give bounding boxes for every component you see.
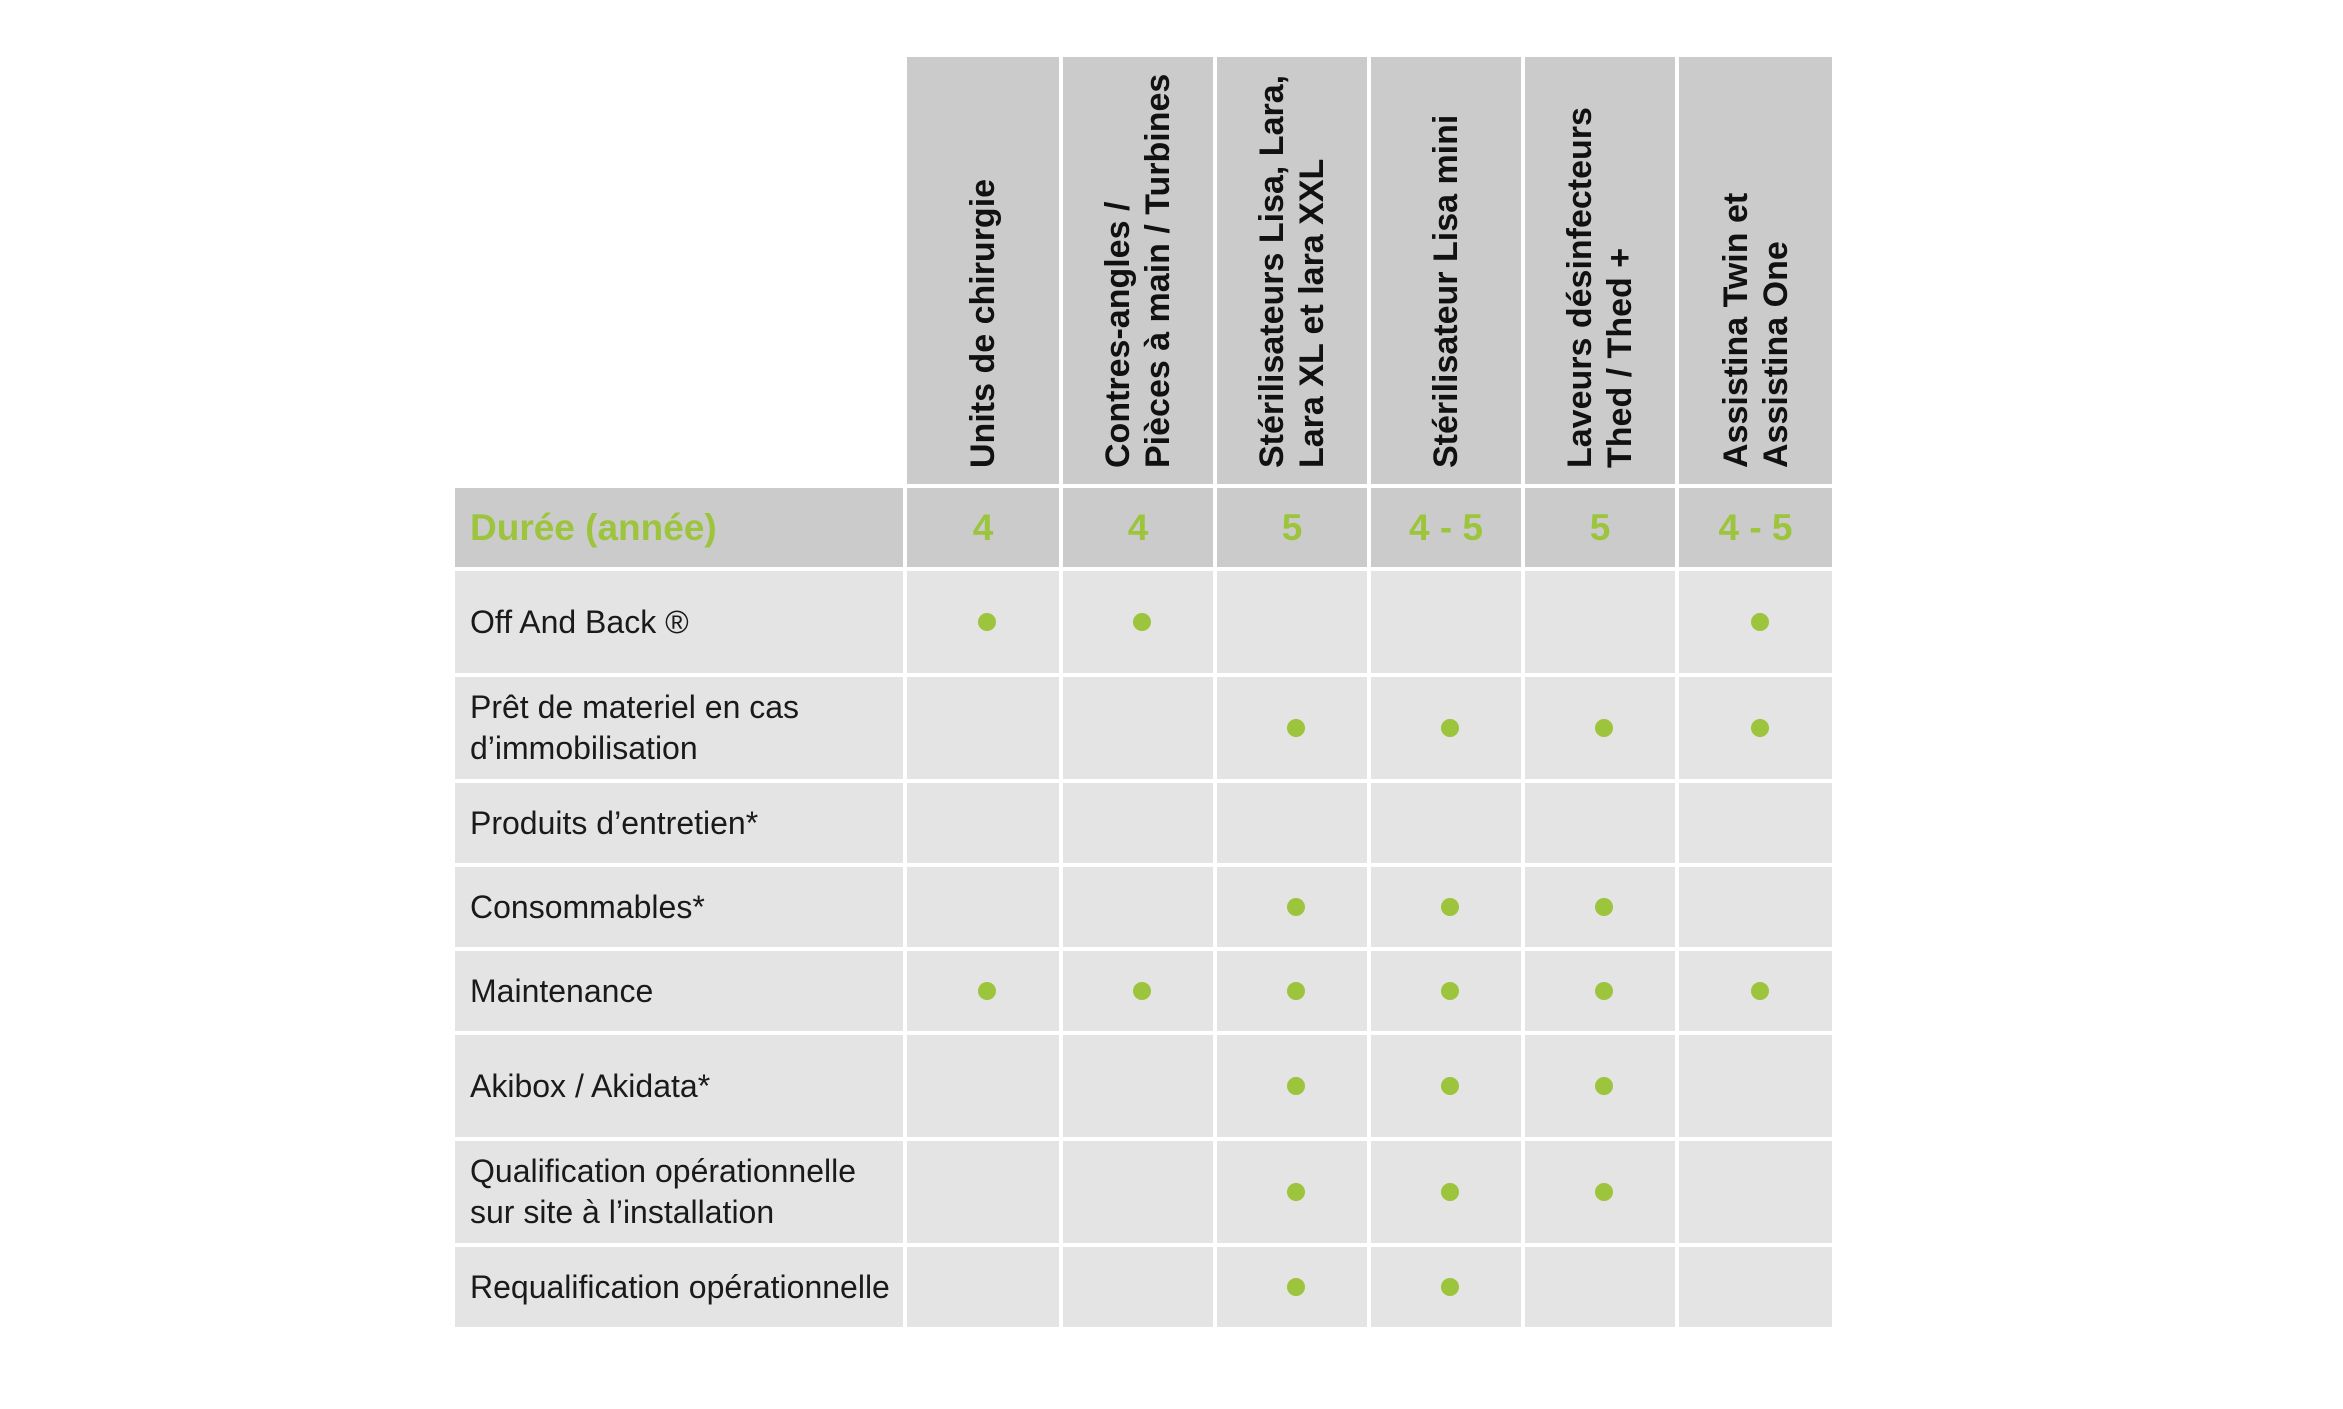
included-dot-icon (1595, 1077, 1613, 1095)
column-header-label: Contres-angles / Pièces à main / Turbines (1099, 73, 1177, 468)
included-dot-icon (978, 982, 996, 1000)
mark-cell (907, 783, 1059, 863)
mark-cell (1525, 571, 1675, 673)
row-label-cell (455, 951, 903, 1031)
row-label: Requalification opérationnelle (470, 1268, 890, 1305)
row-label-cell (455, 571, 903, 673)
mark-cell (1217, 951, 1367, 1031)
included-dot-icon (1441, 982, 1459, 1000)
included-dot-icon (1595, 982, 1613, 1000)
included-dot-icon (1441, 1077, 1459, 1095)
mark-cell (1371, 783, 1521, 863)
mark-cell (1371, 1247, 1521, 1327)
mark-cell (1371, 1141, 1521, 1243)
duration-value-cell (1063, 488, 1213, 567)
column-header (1217, 57, 1367, 484)
included-dot-icon (1287, 1183, 1305, 1201)
mark-cell (907, 1247, 1059, 1327)
column-header-label: Units de chirurgie (964, 178, 1002, 468)
mark-cell (1679, 677, 1832, 779)
mark-cell (1525, 1247, 1675, 1327)
mark-cell (1679, 571, 1832, 673)
mark-cell (1217, 783, 1367, 863)
duration-value-cell (1679, 488, 1832, 567)
mark-cell (1063, 951, 1213, 1031)
mark-cell (1525, 951, 1675, 1031)
mark-cell (1217, 677, 1367, 779)
duration-value: 4 - 5 (1718, 506, 1793, 548)
mark-cell (1371, 1035, 1521, 1137)
row-label-cell (455, 1035, 903, 1137)
row-label: Akibox / Akidata* (470, 1067, 711, 1104)
column-header-label: Assistina Twin et Assistina One (1716, 192, 1795, 468)
row-label: Prêt de materiel en cas d’immobilisation (470, 689, 800, 766)
included-dot-icon (1441, 719, 1459, 737)
mark-cell (1371, 677, 1521, 779)
mark-cell (1063, 1247, 1213, 1327)
row-label-cell (455, 1141, 903, 1243)
mark-cell (1063, 571, 1213, 673)
included-dot-icon (1133, 982, 1151, 1000)
mark-cell (1679, 783, 1832, 863)
mark-cell (1371, 951, 1521, 1031)
mark-cell (1525, 1141, 1675, 1243)
included-dot-icon (1751, 982, 1769, 1000)
mark-cell (1371, 571, 1521, 673)
mark-cell (1217, 1141, 1367, 1243)
included-dot-icon (1287, 982, 1305, 1000)
row-label-cell (455, 783, 903, 863)
included-dot-icon (1751, 719, 1769, 737)
column-header (907, 57, 1059, 484)
row-label: Consommables* (470, 888, 705, 925)
row-label-cell (455, 677, 903, 779)
mark-cell (907, 677, 1059, 779)
mark-cell (907, 951, 1059, 1031)
row-label-cell (455, 867, 903, 947)
mark-cell (1679, 1247, 1832, 1327)
row-label: Qualification opérationnelle sur site à l’installation (470, 1153, 857, 1230)
mark-cell (1525, 1035, 1675, 1137)
included-dot-icon (1287, 719, 1305, 737)
mark-cell (1679, 951, 1832, 1031)
column-header (1525, 57, 1675, 484)
mark-cell (907, 1035, 1059, 1137)
mark-cell (1217, 1247, 1367, 1327)
mark-cell (1217, 867, 1367, 947)
column-header-label: Stérilisateur Lisa mini (1427, 114, 1465, 468)
duration-value: 5 (1589, 506, 1611, 548)
included-dot-icon (1287, 898, 1305, 916)
duration-value: 4 - 5 (1408, 506, 1484, 548)
duration-row-label-cell (455, 488, 903, 567)
included-dot-icon (1595, 1183, 1613, 1201)
mark-cell (1679, 1035, 1832, 1137)
mark-cell (1217, 1035, 1367, 1137)
included-dot-icon (1595, 898, 1613, 916)
mark-cell (907, 571, 1059, 673)
mark-cell (1063, 1141, 1213, 1243)
column-header (1371, 57, 1521, 484)
column-header-label: Laveurs désinfecteurs Thed / Thed + (1561, 107, 1639, 468)
duration-value: 4 (972, 506, 994, 548)
included-dot-icon (978, 613, 996, 631)
duration-row-label: Durée (année) (470, 506, 717, 548)
duration-value-cell (1525, 488, 1675, 567)
included-dot-icon (1133, 613, 1151, 631)
column-header-label: Stérilisateurs Lisa, Lara, Lara XL et lara XXL (1253, 74, 1331, 468)
row-label: Off And Back ® (470, 603, 689, 640)
duration-value-cell (1371, 488, 1521, 567)
included-dot-icon (1441, 898, 1459, 916)
included-dot-icon (1287, 1077, 1305, 1095)
column-header (1063, 57, 1213, 484)
mark-cell (1371, 867, 1521, 947)
included-dot-icon (1441, 1278, 1459, 1296)
mark-cell (1217, 571, 1367, 673)
duration-value-cell (907, 488, 1059, 567)
mark-cell (1525, 867, 1675, 947)
row-label: Maintenance (470, 972, 654, 1009)
row-label: Produits d’entretien* (470, 804, 759, 841)
mark-cell (907, 1141, 1059, 1243)
mark-cell (1063, 677, 1213, 779)
mark-cell (1525, 677, 1675, 779)
mark-cell (1063, 867, 1213, 947)
mark-cell (1679, 1141, 1832, 1243)
mark-cell (1063, 1035, 1213, 1137)
included-dot-icon (1441, 1183, 1459, 1201)
column-header (1679, 57, 1832, 484)
row-label-cell (455, 1247, 903, 1327)
mark-cell (1679, 867, 1832, 947)
duration-value: 5 (1281, 506, 1303, 548)
mark-cell (1063, 783, 1213, 863)
mark-cell (907, 867, 1059, 947)
mark-cell (1525, 783, 1675, 863)
included-dot-icon (1751, 613, 1769, 631)
included-dot-icon (1287, 1278, 1305, 1296)
duration-value: 4 (1127, 506, 1149, 548)
included-dot-icon (1595, 719, 1613, 737)
duration-value-cell (1217, 488, 1367, 567)
